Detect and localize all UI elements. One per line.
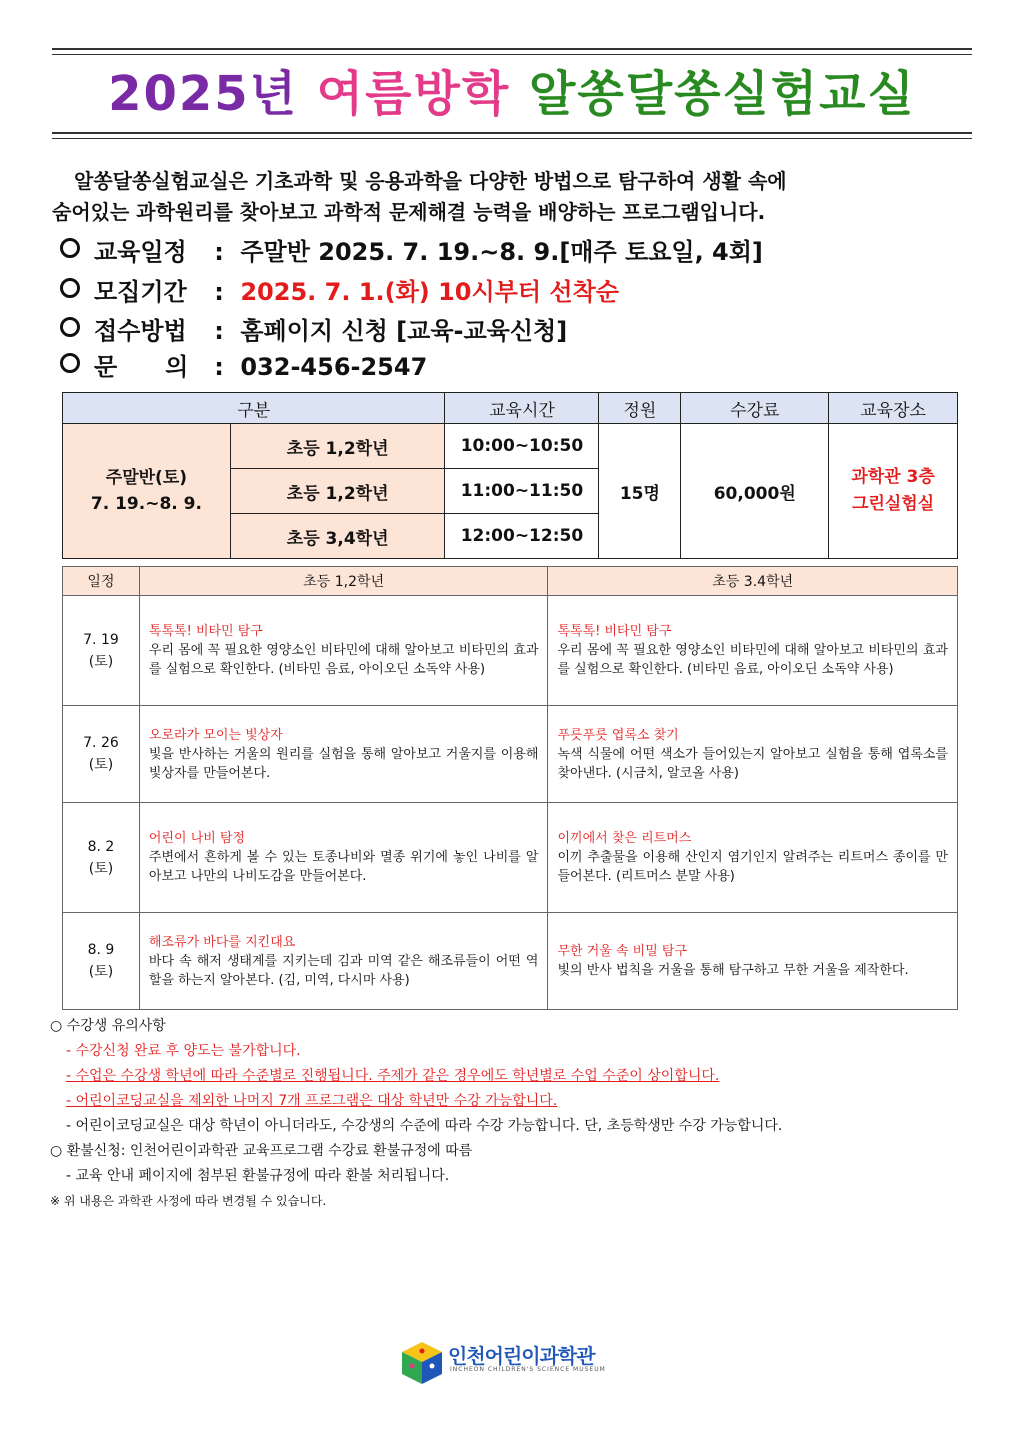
circle-bullet-icon	[60, 317, 80, 337]
bottom-rule	[52, 132, 972, 134]
info-apply-method	[60, 315, 567, 347]
header-cell: 수강료	[681, 393, 829, 424]
note-item: - 어린이코딩교실은 대상 학년이 아니더라도, 수강생의 수준에 따라 수강 가능합니다. 단, 초등학생만 수강 가능합니다.	[66, 1118, 783, 1134]
program-title: 톡톡톡! 비타민 탐구	[557, 624, 672, 639]
time-cell: 10:00~10:50	[445, 424, 599, 469]
date-cell	[63, 803, 140, 913]
schedule-table	[62, 392, 958, 559]
day-text: (토)	[88, 860, 114, 877]
info-value: 2025. 7. 1.(화) 10시부터 선착순	[240, 278, 619, 306]
header-cell: 교육시간	[445, 393, 599, 424]
program-title: 해조류가 바다를 지킨대요	[148, 934, 296, 950]
schedule-table-header	[63, 393, 958, 424]
place-line-2: 그린실험실	[852, 494, 935, 514]
program-desc: 이끼 추출물을 이용해 산인지 염기인지 알려주는 리트머스 종이를 만들어본다. (리트머스 분말 사용)	[557, 850, 948, 884]
time-cell: 11:00~11:50	[445, 469, 599, 514]
note-item: - 수강신청 완료 후 양도는 불가합니다.	[66, 1043, 301, 1059]
top-rule	[52, 48, 972, 50]
capacity-cell: 15명	[599, 424, 681, 559]
info-sep: :	[214, 353, 224, 381]
note-item: - 수업은 수강생 학년에 따라 수준별로 진행됩니다. 주제가 같은 경우에도 학년별로 수업 수준이 상이합니다.	[66, 1068, 720, 1084]
header-cell: 초등 1,2학년	[139, 567, 548, 596]
program-title: 이끼에서 찾은 리트머스	[557, 831, 692, 846]
header-cell: 교육장소	[829, 393, 958, 424]
info-label: 접수방법	[94, 317, 187, 345]
program-cell	[548, 596, 958, 706]
program-title: 오로라가 모이는 빛상자	[148, 727, 283, 743]
table-row	[63, 706, 958, 803]
info-value: 주말반 2025. 7. 19.~8. 9.[매주 토요일, 4회]	[240, 238, 763, 266]
date-text: 8. 9	[87, 942, 115, 958]
program-title: 어린이 나비 탐정	[148, 831, 246, 846]
logo-subtitle: INCHEON CHILDREN'S SCIENCE MUSEUM	[450, 1366, 606, 1373]
date-cell	[63, 913, 140, 1010]
info-schedule	[60, 236, 763, 268]
info-value: 홈페이지 신청 [교육-교육신청]	[240, 317, 568, 345]
museum-logo	[398, 1330, 606, 1394]
table-row	[63, 424, 958, 469]
program-desc: 빛을 반사하는 거울의 원리를 실험을 통해 알아보고 거울지를 이용해 빛상자를 만들어본다.	[148, 746, 539, 781]
table-row	[63, 913, 958, 1010]
place-line-1: 과학관 3층	[851, 467, 935, 487]
date-cell	[63, 706, 140, 803]
grade-cell: 초등 3,4학년	[230, 514, 445, 559]
table-row	[63, 803, 958, 913]
curriculum-table-header	[63, 567, 958, 596]
page-title	[52, 62, 972, 126]
title-season: 여름방학	[316, 66, 511, 122]
note-item: - 어린이코딩교실을 제외한 나머지 7개 프로그램은 대상 학년만 수강 가능합니다.	[66, 1093, 558, 1109]
circle-bullet-icon	[60, 238, 80, 258]
info-label: 모집기간	[94, 278, 187, 306]
circle-bullet-icon	[60, 353, 80, 373]
intro-line-1: 알쏭달쏭실험교실은 기초과학 및 응용과학을 다양한 방법으로 탐구하여 생활 속에	[74, 169, 787, 193]
info-sep: :	[214, 238, 224, 266]
header-cell: 정원	[599, 393, 681, 424]
program-desc: 주변에서 흔하게 볼 수 있는 토종나비와 멸종 위기에 놓인 나비를 알아보고 나만의 나비도감을 만들어본다.	[148, 850, 539, 884]
program-desc: 우리 몸에 꼭 필요한 영양소인 비타민에 대해 알아보고 비타민의 효과를 실험으로 확인한다. (비타민 음료, 아이오딘 소독약 사용)	[148, 643, 539, 677]
cube-logo-icon	[398, 1334, 446, 1388]
day-text: (토)	[88, 757, 114, 773]
day-text: (토)	[88, 653, 114, 670]
fee-cell: 60,000원	[681, 424, 829, 559]
curriculum-table	[62, 566, 958, 1010]
group-cell	[63, 424, 231, 559]
header-cell: 일정	[63, 567, 140, 596]
note-item: - 교육 안내 페이지에 첨부된 환불규정에 따라 환불 처리됩니다.	[66, 1168, 450, 1184]
program-title: 무한 거울 속 비밀 탐구	[557, 944, 688, 959]
header-cell: 구분	[63, 393, 445, 424]
info-label: 문 의	[94, 353, 189, 381]
program-cell	[139, 913, 548, 1010]
intro-paragraph	[52, 166, 974, 228]
info-sep: :	[214, 278, 224, 306]
info-recruit-period	[60, 276, 619, 308]
info-value: 032-456-2547	[240, 353, 428, 381]
program-desc: 바다 속 해저 생태계를 지키는데 김과 미역 같은 해조류들이 어떤 역할을 하는지 알아본다. (김, 미역, 다시마 사용)	[148, 953, 539, 988]
program-title: 푸릇푸릇 엽록소 찾기	[557, 727, 679, 743]
info-contact	[60, 351, 427, 383]
intro-line-2: 숨어있는 과학원리를 찾아보고 과학적 문제해결 능력을 배양하는 프로그램입니다.	[52, 200, 766, 224]
notes-heading-refund: ○ 환불신청: 인천어린이과학관 교육프로그램 수강료 환불규정에 따름	[50, 1143, 473, 1159]
program-cell	[139, 596, 548, 706]
title-program: 알쏭달쏭실험교실	[528, 66, 916, 122]
program-cell	[139, 803, 548, 913]
info-sep: :	[214, 317, 224, 345]
program-cell	[548, 706, 958, 803]
logo-name: 인천어린이과학관	[448, 1344, 595, 1368]
table-row	[63, 596, 958, 706]
date-text: 7. 19	[83, 631, 119, 648]
top-rule-thin	[52, 54, 972, 55]
program-desc: 빛의 반사 법칙을 거울을 통해 탐구하고 무한 거울을 제작한다.	[557, 963, 909, 978]
title-year: 2025년	[108, 66, 299, 122]
program-cell	[139, 706, 548, 803]
group-name: 주말반(토)	[105, 468, 188, 488]
program-desc: 우리 몸에 꼭 필요한 영양소인 비타민에 대해 알아보고 비타민의 효과를 실험으로 확인한다. (비타민 음료, 아이오딘 소독약 사용)	[557, 643, 948, 677]
date-text: 7. 26	[83, 735, 119, 751]
notes-heading-caution: ○ 수강생 유의사항	[50, 1018, 166, 1034]
program-desc: 녹색 식물에 어떤 색소가 들어있는지 알아보고 실험을 통해 엽록소를 찾아낸다. (시금치, 알코올 사용)	[557, 746, 948, 781]
circle-bullet-icon	[60, 278, 80, 298]
program-title: 톡톡톡! 비타민 탐구	[148, 624, 263, 639]
time-cell: 12:00~12:50	[445, 514, 599, 559]
footnote: ※ 위 내용은 과학관 사정에 따라 변경될 수 있습니다.	[50, 1194, 327, 1208]
date-text: 8. 2	[87, 838, 115, 855]
program-cell	[548, 913, 958, 1010]
info-label: 교육일정	[94, 238, 187, 266]
place-cell	[829, 424, 958, 559]
date-cell	[63, 596, 140, 706]
program-cell	[548, 803, 958, 913]
grade-cell: 초등 1,2학년	[230, 424, 445, 469]
header-cell: 초등 3.4학년	[548, 567, 958, 596]
bottom-rule-thin	[52, 138, 972, 139]
day-text: (토)	[88, 964, 114, 980]
grade-cell: 초등 1,2학년	[230, 469, 445, 514]
group-dates: 7. 19.~8. 9.	[90, 494, 202, 514]
notes-section	[50, 1014, 990, 1214]
